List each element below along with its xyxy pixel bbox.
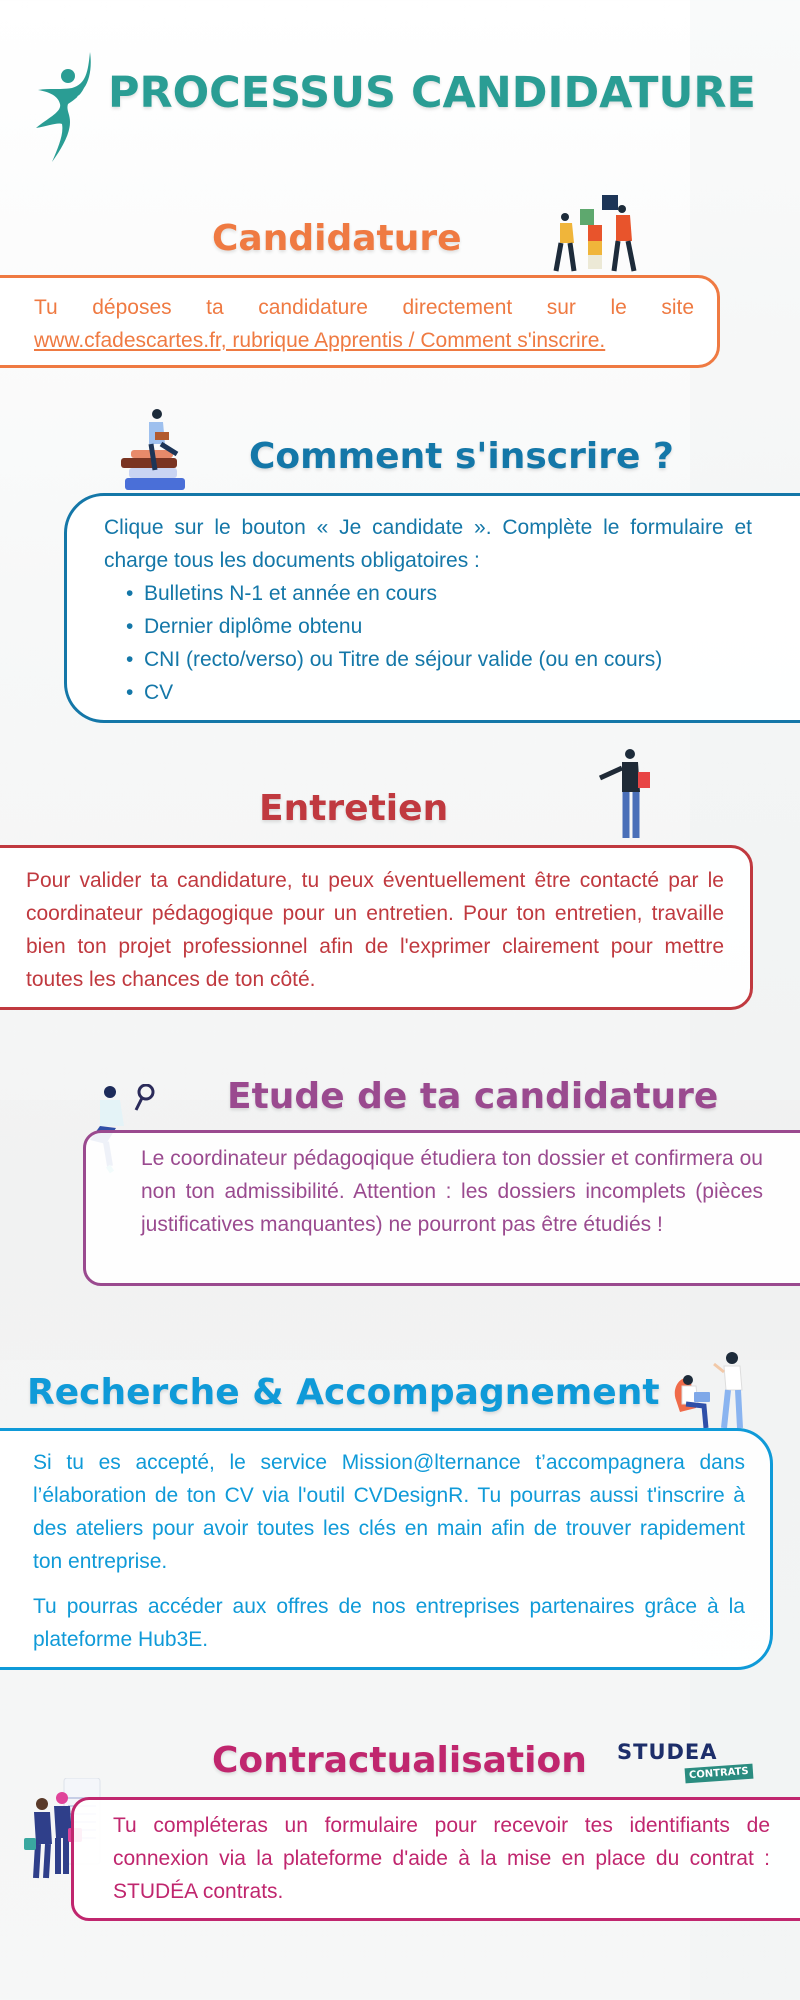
section-contractualisation-text: Tu compléteras un formulaire pour recevoir tes identifiants de connexion via la plateforme d'aide à la mise en place du contrat : STUDÉA contrats.	[113, 1814, 770, 1903]
section-title: Entretien	[259, 788, 449, 829]
section-recherche-text	[33, 1446, 745, 1656]
page-title: PROCESSUS CANDIDATURE	[108, 68, 756, 118]
dancing-figure-logo-icon	[28, 52, 98, 162]
header	[0, 40, 800, 160]
section-title: Comment s'inscrire ?	[249, 436, 674, 477]
recherche-paragraph: Tu pourras accéder aux offres de nos entreprises partenaires grâce à la plateforme Hub3E.	[33, 1595, 745, 1651]
cfa-website-link[interactable]: www.cfadescartes.fr, rubrique Apprentis / Comment s'inscrire.	[34, 329, 606, 352]
list-item: • CNI (recto/verso) ou Titre de séjour valide (ou en cours)	[144, 643, 752, 676]
section-title: Recherche & Accompagnement	[27, 1372, 660, 1413]
required-documents-list	[104, 577, 752, 709]
studea-contrats-tag: CONTRATS	[685, 1764, 754, 1784]
list-item: • Bulletins N-1 et année en cours	[144, 577, 752, 610]
inscription-intro: Clique sur le bouton « Je candidate ». Complète le formulaire et charge tous les documents obligatoires :	[104, 516, 752, 572]
section-entretien-text: Pour valider ta candidature, tu peux éventuellement être contacté par le coordinateur pédagogique pour un entretien. Pour ton entretien, travaille bien ton projet professionnel afin de l'exprimer clairement pour mettre toutes les chances de ton côté.	[26, 869, 724, 991]
section-title: Etude de ta candidature	[227, 1076, 719, 1117]
section-etude-text: Le coordinateur pédagoqique étudiera ton dossier et confirmera ou non ton admissibilité. Attention : les dossiers incomplets (pièces justificatives manquantes) ne pourront pas être étudiés !	[141, 1147, 763, 1236]
person-reading-on-books-icon	[115, 408, 195, 493]
two-people-laptop-icon	[670, 1350, 756, 1432]
studea-contrats-logo	[617, 1740, 757, 1790]
section-comment-sinscrire-text	[104, 511, 752, 709]
studea-logo-text: STUDEA	[617, 1740, 718, 1764]
section-title: Contractualisation	[212, 1740, 587, 1781]
section-title: Candidature	[212, 218, 462, 259]
man-presenting-icon	[596, 748, 666, 844]
candidature-intro: Tu déposes ta candidature directement sur le site	[34, 296, 694, 319]
list-item: • CV	[144, 676, 752, 709]
people-stacking-blocks-icon	[550, 195, 650, 275]
recherche-paragraph: Si tu es accepté, le service Mission@lternance t’accompagnera dans l’élaboration de ton CV via l'outil CVDesignR. Tu pourras aussi t'inscrire à des ateliers pour avoir toutes les clés en main afin de trouver rapidement ton entreprise.	[33, 1451, 745, 1573]
list-item: • Dernier diplôme obtenu	[144, 610, 752, 643]
section-candidature-text	[34, 291, 694, 357]
